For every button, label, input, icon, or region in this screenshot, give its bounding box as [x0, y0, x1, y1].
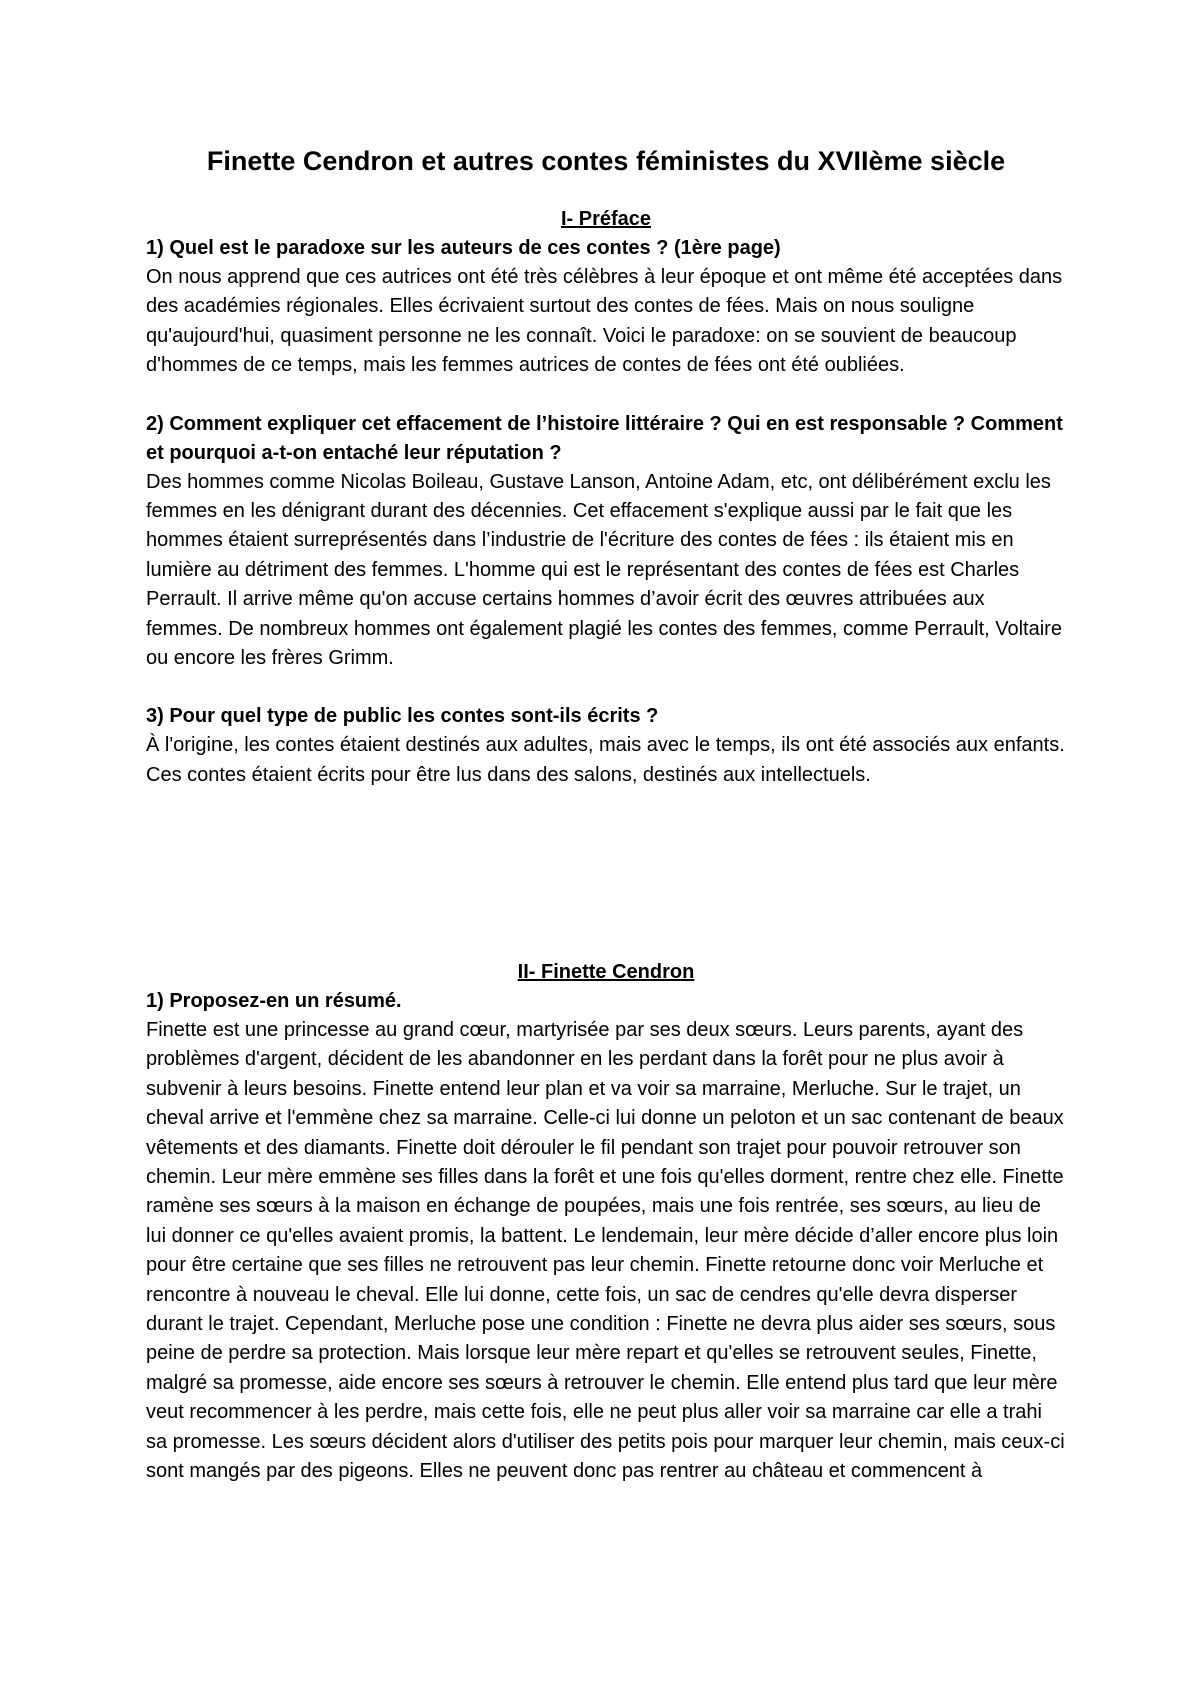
question-1-paradoxe: 1) Quel est le paradoxe sur les auteurs de ces contes ? (1ère page) — [146, 237, 781, 259]
answer-3-public: À l'origine, les contes étaient destinés aux adultes, mais avec le temps, ils ont été associés aux enfants. Ces contes étaient écrits pour être lus dans des salons, destinés aux intellectuels. — [146, 734, 1065, 786]
section-preface — [146, 205, 1066, 790]
answer-2-effacement: Des hommes comme Nicolas Boileau, Gustave Lanson, Antoine Adam, etc, ont délibérément exclu les femmes en les dénigrant durant des décennies. Cet effacement s'explique aussi par le fait que les hommes étaient surreprésentés dans l’industrie de l'écriture des contes de fées : ils étaient mis en lumière au détriment des femmes. L'homme qui est le représentant des contes de fées est Charles Perrault. Il arrive même qu'on accuse certains hommes d’avoir écrit des œuvres attribuées aux femmes. De nombreux hommes ont également plagié les contes des femmes, comme Perrault, Voltaire ou encore les frères Grimm. — [146, 470, 1062, 670]
answer-1-paradoxe: On nous apprend que ces autrices ont été très célèbres à leur époque et ont même été acceptées dans des académies régionales. Elles écrivaient surtout des contes de fées. Mais on nous souligne qu'aujourd'hui, quasiment personne ne les connaît. Voici le paradoxe: on se souvient de beaucoup d'hommes de ce temps, mais les femmes autrices de contes de fées ont été oubliées. — [146, 266, 1063, 377]
section-title-finette-cendron: II- Finette Cendron — [517, 961, 695, 983]
question-3-public: 3) Pour quel type de public les contes sont-ils écrits ? — [146, 705, 659, 728]
paragraph-spacer — [146, 381, 1066, 410]
question-2-effacement: 2) Comment expliquer cet effacement de l’histoire littéraire ? Qui en est responsable ? Comment et pourquoi a-t-on entaché leur réputation ? — [146, 412, 1063, 464]
document-title: Finette Cendron et autres contes féministes du XVIIème siècle — [206, 146, 1006, 176]
section-finette-cendron — [146, 958, 1066, 1487]
answer-resume: Finette est une princesse au grand cœur, martyrisée par ses deux sœurs. Leurs parents, ayant des problèmes d'argent, décident de les abandonner en les perdant dans la forêt pour ne plus avoir à subvenir à leurs besoins. Finette entend leur plan et va voir sa marraine, Merluche. Sur le trajet, un cheval arrive et l'emmène chez sa marraine. Celle-ci lui donne un peloton et un sac contenant de beaux vêtements et des diamants. Finette doit dérouler le fil pendant son trajet pour pouvoir retrouver son chemin. Leur mère emmène ses filles dans la forêt et une fois qu'elles dorment, rentre chez elle. Finette ramène ses sœurs à la maison en échange de poupées, mais une fois rentrée, ses sœurs, au lieu de lui donner ce qu'elles avaient promis, la battent. Le lendemain, leur mère décide d’aller encore plus loin pour être certaine que ses filles ne retrouvent pas leur chemin. Finette retourne donc voir Merluche et rencontre à nouveau le cheval. Elle lui donne, cette fois, un sac de cendres qu'elle devra disperser durant le trajet. Cependant, Merluche pose une condition : Finette ne devra plus aider ses sœurs, sous peine de perdre sa protection. Mais lorsque leur mère repart et qu'elles se retrouvent seules, Finette, malgré sa promesse, aide encore ses sœurs à retrouver le chemin. Elle entend plus tard que leur mère veut recommencer à les perdre, mais cette fois, elle ne peut plus aller voir sa marraine car elle a trahi sa promesse. Les sœurs décident alors d'utiliser des petits pois pour marquer leur chemin, mais ceux-ci sont mangés par des pigeons. Elles ne peuvent donc pas rentrer au château et commencent à — [146, 1019, 1065, 1483]
section-title-preface: I- Préface — [560, 208, 652, 230]
paragraph-spacer — [146, 673, 1066, 702]
question-resume: 1) Proposez-en un résumé. — [146, 990, 402, 1012]
